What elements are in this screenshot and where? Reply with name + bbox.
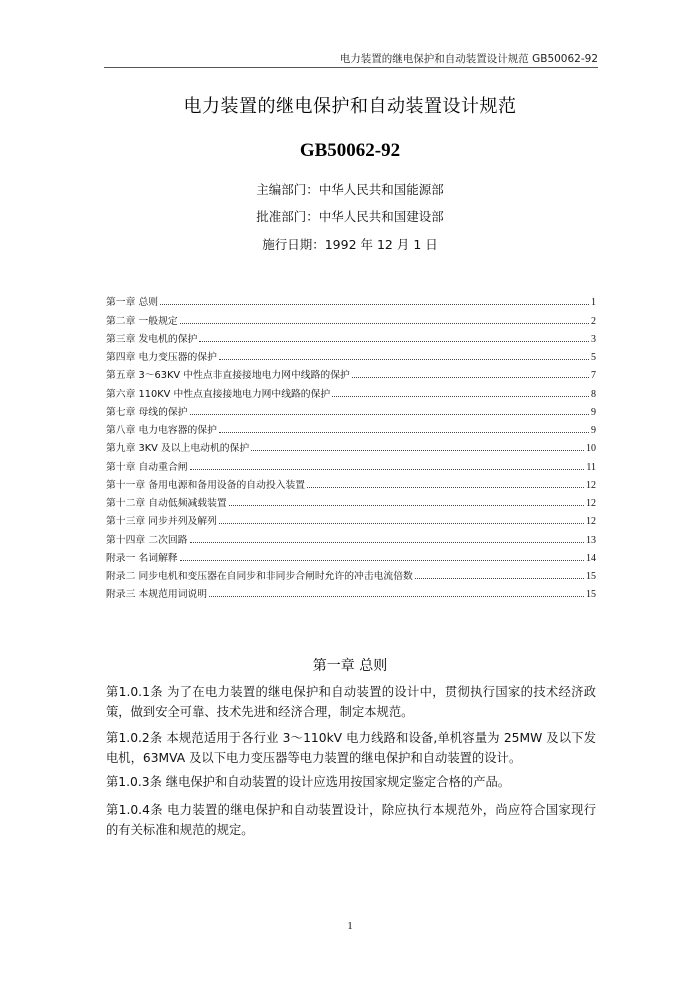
table-of-contents: [106, 290, 596, 600]
toc-leader-dots: [229, 505, 584, 506]
toc-entry-label: 第五章 3～63KV 中性点非直接接地电力网中线路的保护: [106, 370, 350, 382]
running-header-title: 电力装置的继电保护和自动装置设计规范 GB50062-92: [339, 53, 598, 65]
toc-entry-page: 7: [591, 370, 596, 382]
toc-leader-dots: [307, 487, 584, 488]
chapter-heading: 第一章 总则: [312, 658, 388, 674]
toc-entry-page: 15: [586, 571, 596, 582]
toc-entry-label: 第六章 110KV 中性点直接接地电力网中线路的保护: [106, 388, 331, 400]
toc-entry[interactable]: [106, 308, 596, 326]
toc-entry[interactable]: [106, 473, 596, 491]
toc-leader-dots: [209, 596, 584, 597]
toc-entry-page: 1: [591, 297, 596, 309]
toc-entry[interactable]: [106, 509, 596, 527]
toc-entry-label: 第一章 总则: [106, 297, 159, 309]
toc-entry[interactable]: [106, 527, 596, 545]
toc-entry[interactable]: [106, 345, 596, 363]
toc-entry-label: 第十一章 备用电源和备用设备的自动投入装置: [106, 479, 306, 491]
toc-entry-page: 14: [586, 552, 596, 564]
toc-entry-label: 第十三章 同步并列及解列: [106, 516, 217, 528]
toc-leader-dots: [160, 304, 589, 305]
toc-entry[interactable]: [106, 381, 596, 399]
approval-department: 批准部门：中华人民共和国建设部: [256, 209, 444, 224]
toc-leader-dots: [219, 523, 584, 524]
toc-entry[interactable]: [106, 400, 596, 418]
toc-entry-label: 第三章 发电机的保护: [106, 333, 198, 345]
toc-entry-page: 13: [586, 534, 596, 546]
toc-entry-label: 附录二 同步电机和变压器在自同步和非同步合闸时允许的冲击电流倍数: [106, 571, 413, 582]
toc-leader-dots: [190, 469, 585, 470]
toc-entry-page: 9: [591, 425, 596, 436]
toc-leader-dots: [219, 359, 589, 360]
toc-entry[interactable]: [106, 454, 596, 472]
article-paragraph: 第1.0.1条 为了在电力装置的继电保护和自动装置的设计中，贯彻执行国家的技术经济政策，做到安全可靠、技术先进和经济合理，制定本规范。: [106, 685, 596, 719]
page-number: 1: [347, 920, 353, 932]
toc-entry-label: 第八章 电力电容器的保护: [106, 425, 217, 436]
toc-entry[interactable]: [106, 546, 596, 564]
toc-leader-dots: [415, 578, 584, 579]
toc-entry[interactable]: [106, 290, 596, 308]
toc-entry-label: 第四章 电力变压器的保护: [106, 352, 217, 363]
toc-entry[interactable]: [106, 418, 596, 436]
article-paragraph: 第1.0.4条 电力装置的继电保护和自动装置设计，除应执行本规范外，尚应符合国家现行的有关标准和规范的规定。: [106, 803, 596, 837]
toc-entry[interactable]: [106, 327, 596, 345]
toc-entry[interactable]: [106, 582, 596, 600]
toc-leader-dots: [332, 396, 589, 397]
toc-entry-label: 第九章 3KV 及以上电动机的保护: [106, 443, 250, 455]
toc-leader-dots: [180, 323, 589, 324]
editor-department: 主编部门：中华人民共和国能源部: [256, 182, 444, 197]
toc-entry[interactable]: [106, 363, 596, 381]
effective-date: 施行日期：1992 年 12 月 1 日: [262, 237, 438, 252]
toc-entry-label: 第十二章 自动低频减载装置: [106, 498, 227, 509]
toc-entry-label: 第七章 母线的保护: [106, 406, 188, 418]
toc-entry-page: 12: [586, 479, 596, 491]
toc-entry-page: 12: [586, 516, 596, 528]
toc-entry[interactable]: [106, 564, 596, 582]
standard-code: GB50062-92: [299, 140, 401, 161]
toc-entry[interactable]: [106, 491, 596, 509]
toc-leader-dots: [219, 432, 589, 433]
toc-entry-label: 附录一 名词解释: [106, 552, 178, 564]
article-paragraph: 第1.0.2条 本规范适用于各行业 3～110kV 电力线路和设备,单机容量为 25MW 及以下发电机，63MVA 及以下电力变压器等电力装置的继电保护和自动装置的设计。: [106, 731, 596, 765]
toc-leader-dots: [190, 414, 590, 415]
toc-entry-label: 附录三 本规范用词说明: [106, 589, 208, 601]
toc-entry-label: 第二章 一般规定: [106, 315, 178, 327]
toc-entry-page: 8: [591, 388, 596, 400]
running-header: [104, 47, 598, 68]
toc-entry-label: 第十四章 二次回路: [106, 534, 188, 546]
toc-entry-page: 5: [591, 352, 596, 363]
toc-entry-page: 9: [591, 406, 596, 418]
article-paragraph: 第1.0.3条 继电保护和自动装置的设计应选用按国家规定鉴定合格的产品。: [106, 775, 511, 789]
toc-leader-dots: [199, 341, 589, 342]
toc-entry-page: 12: [586, 498, 596, 509]
toc-entry-label: 第十章 自动重合闸: [106, 461, 188, 473]
toc-entry-page: 2: [591, 315, 596, 327]
toc-leader-dots: [180, 560, 584, 561]
toc-leader-dots: [251, 450, 584, 451]
toc-entry-page: 15: [586, 589, 596, 601]
toc-entry-page: 10: [586, 443, 596, 455]
toc-entry[interactable]: [106, 436, 596, 454]
toc-leader-dots: [190, 542, 585, 543]
toc-entry-page: 3: [591, 333, 596, 345]
toc-leader-dots: [352, 377, 589, 378]
toc-entry-page: 11: [586, 461, 596, 473]
document-title: 电力装置的继电保护和自动装置设计规范: [183, 96, 517, 117]
